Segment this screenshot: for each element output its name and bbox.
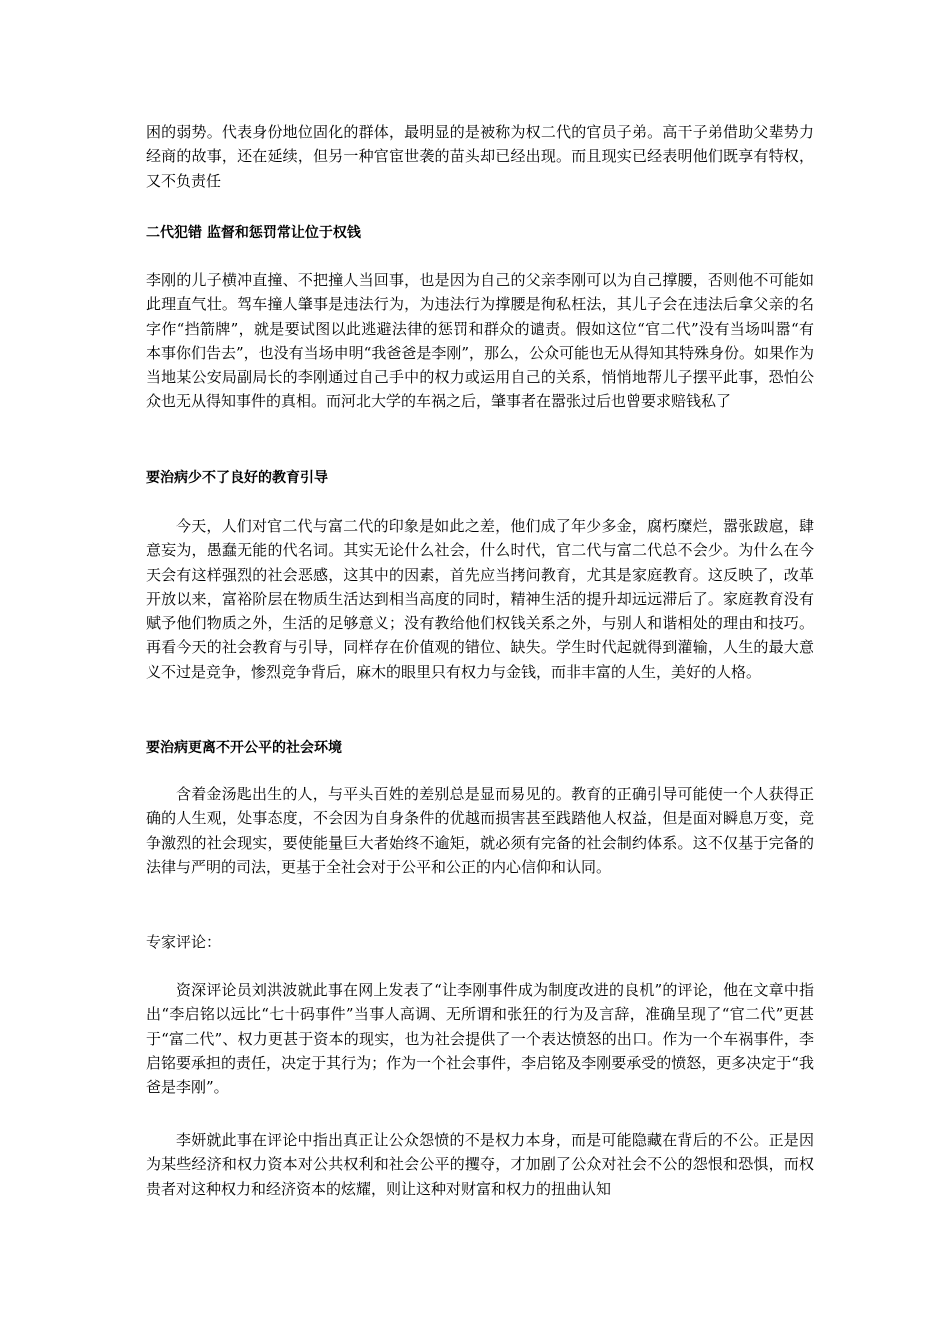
paragraph-intro: 困的弱势。代表身份地位固化的群体，最明显的是被称为权二代的官员子弟。高干子弟借助父辈势力经商的故事，还在延续，但另一种官宦世袭的苗头却已经出现。而且现实已经表明他们既享有特权，又不负责任 xyxy=(146,123,814,190)
expert-comment-label: 专家评论： xyxy=(146,933,222,951)
paragraph-li-yan: 李妍就此事在评论中指出真正让公众怨愤的不是权力本身，而是可能隐藏在背后的不公。正是因为某些经济和权力资本对公共权利和社会公平的攫夺，才加剧了公众对社会不公的怨恨和恐惧，而权贵者对这种权力和经济资本的炫耀，则让这种对财富和权力的扭曲认知 xyxy=(146,1131,814,1198)
paragraph-education: 今天，人们对官二代与富二代的印象是如此之差，他们成了年少多金，腐朽糜烂，嚣张跋扈，肆意妄为，愚蠢无能的代名词。其实无论什么社会，什么时代，官二代与富二代总不会少。为什么在今天会有这样强烈的社会恶感，这其中的因素，首先应当拷问教育，尤其是家庭教育。这反映了，改革开放以来，富裕阶层在物质生活达到相当高度的同时，精神生活的提升却远远滞后了。家庭教育没有赋予他们物质之外，生活的足够意义；没有教给他们权钱关系之外，与别人和谐相处的理由和技巧。再看今天的社会教育与引导，同样存在价值观的错位、缺失。学生时代起就得到灌输，人生的最大意义不过是竞争，惨烈竞争背后，麻木的眼里只有权力与金钱，而非丰富的人生，美好的人格。 xyxy=(146,517,814,681)
section-heading-education: 要治病少不了良好的教育引导 xyxy=(146,470,328,486)
section-heading-supervision: 二代犯错 监督和惩罚常让位于权钱 xyxy=(146,225,361,241)
paragraph-liu-hongbo: 资深评论员刘洪波就此事在网上发表了“让李刚事件成为制度改进的良机”的评论，他在文章中指出“李启铭以远比“七十码事件”当事人高调、无所谓和张狂的行为及言辞，准确呈现了“官二代”更甚于“富二代”、权力更甚于资本的现实，也为社会提供了一个表达愤怒的出口。作为一个车祸事件，李启铭要承担的责任，决定于其行为；作为一个社会事件，李启铭及李刚要承受的愤怒，更多决定于“我爸是李刚”。 xyxy=(146,981,814,1097)
paragraph-social-environment: 含着金汤匙出生的人，与平头百姓的差别总是显而易见的。教育的正确引导可能使一个人获得正确的人生观，处事态度，不会因为自身条件的优越而损害甚至践踏他人权益，但是面对瞬息万变，竞争激烈的社会现实，要使能量巨大者始终不逾矩，就必须有完备的社会制约体系。这不仅基于完备的法律与严明的司法，更基于全社会对于公平和公正的内心信仰和认同。 xyxy=(146,785,814,876)
section-heading-social-environment: 要治病更离不开公平的社会环境 xyxy=(146,740,342,756)
paragraph-li-gang: 李刚的儿子横冲直撞、不把撞人当回事，也是因为自己的父亲李刚可以为自己撑腰，否则他不可能如此理直气壮。驾车撞人肇事是违法行为，为违法行为撑腰是徇私枉法，其儿子会在违法后拿父亲的名字作“挡箭牌”，就是要试图以此逃避法律的惩罚和群众的谴责。假如这位“官二代”没有当场叫嚣“有本事你们告去”，也没有当场申明“我爸爸是李刚”，那么，公众可能也无从得知其特殊身份。如果作为当地某公安局副局长的李刚通过自己手中的权力或运用自己的关系，悄悄地帮儿子摆平此事，恐怕公众也无从得知事件的真相。而河北大学的车祸之后，肇事者在嚣张过后也曾要求赔钱私了 xyxy=(146,271,815,411)
